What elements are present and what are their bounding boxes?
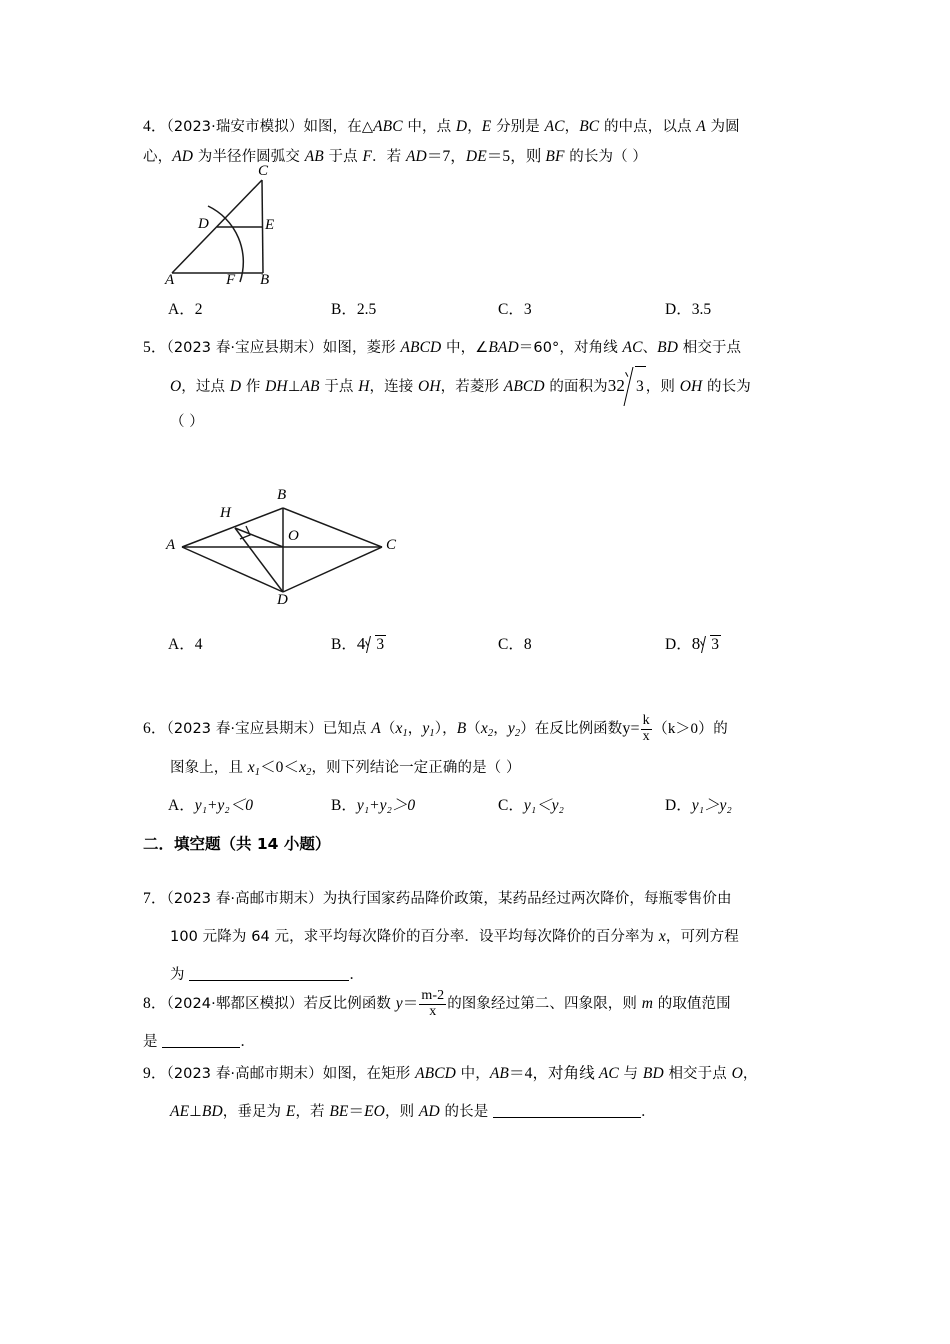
question-4: [143, 112, 811, 172]
q9-t6: AC: [598, 1065, 619, 1082]
q6-t14: 的: [713, 721, 728, 737]
q5-opt-b-coef: 4: [356, 634, 366, 653]
q5-t1: 如图，菱形: [322, 340, 401, 356]
q8-formula-fraction: [419, 989, 446, 1019]
q9-t22: AD: [418, 1103, 440, 1120]
q5-t18: H: [358, 378, 370, 395]
q9-t13: ⊥: [189, 1104, 202, 1120]
q4-t24: ＝5，则: [486, 148, 546, 165]
q4-t15: AD: [172, 148, 194, 165]
q5-opt-c-label: C．: [498, 636, 524, 653]
q4-opt-c-label: C．: [498, 301, 524, 318]
q5-t8: BD: [657, 339, 679, 356]
question-4-options: [143, 297, 843, 323]
q9-t14: BD: [201, 1103, 223, 1120]
question-7-number: 7: [143, 890, 151, 907]
q5-opt-d-coef: 8: [691, 634, 701, 653]
q6-formula-numerator: k: [642, 713, 650, 729]
figure2-label-C: C: [386, 537, 397, 553]
q5-t21: ，若菱形: [440, 379, 504, 395]
q6-t12-sub: 2: [514, 727, 521, 739]
figure2-label-A: A: [166, 537, 176, 553]
q9-t3: 中，: [455, 1066, 490, 1082]
q6-t19: ，则下列结论一定正确的是（ ）: [311, 759, 521, 776]
q8-t3: ＝: [402, 995, 419, 1012]
figure-triangle-abc-svg: [160, 168, 300, 288]
question-5-options: [143, 632, 843, 658]
q6-t15: 图象上，且: [170, 759, 248, 776]
q9-t8: BD: [642, 1065, 664, 1082]
q5-t23: 的面积为: [544, 379, 608, 395]
q4-opt-b-value: 2.5: [356, 301, 377, 318]
q6-t1: 已知点: [322, 721, 372, 737]
q5-t7: 、: [642, 340, 658, 356]
q8-formula-numerator: m-2: [421, 988, 445, 1004]
q6-t3: （: [380, 721, 396, 737]
q6-formula-condition: （k＞0）: [652, 721, 714, 737]
q4-opt-a-value: 2: [194, 301, 203, 318]
q4-t12: A: [696, 118, 706, 135]
question-9-source: （2023 春·高邮市期末）: [166, 1066, 323, 1082]
question-4-line-1: 4．（2023·瑞安市模拟）如图，在△ABC 中，点 D，E 分别是 AC，BC 的中点，以点 A 为圆: [143, 118, 740, 135]
figure1-label-F: F: [226, 272, 236, 288]
q6-formula-denominator: x: [642, 728, 650, 744]
q9-t17: ，若: [295, 1104, 330, 1120]
q4-opt-d-label: D．: [665, 301, 692, 318]
q4-t3: 中，点: [402, 119, 456, 135]
question-5-line-3: [143, 407, 811, 437]
q7-t4: ，可列方程: [665, 929, 739, 945]
question-6-line-1: 6．（2023 春·宝应县期末）已知点 $A(x_1$，$y_1$），$B(x_2$，$y_2$）在反比例函数y= $\frac{k}{x}$ （k＞0）的: [143, 713, 728, 744]
q6-opt-d-label: D．: [665, 797, 692, 814]
q7-t6: ．: [349, 967, 364, 983]
question-6-line-2: [143, 753, 811, 788]
q6-t16: x: [247, 758, 255, 776]
q5-opt-c-value: 8: [523, 636, 532, 653]
q9-t2: ABCD: [415, 1065, 456, 1082]
q4-opt-c-value: 3: [523, 301, 532, 318]
question-8-line-1: 8．（2024·郫都区模拟）若反比例函数 y＝ $\frac{m-2}{x}$ 的图象经过第二、四象限，则 m 的取值范围: [143, 988, 731, 1019]
question-4-number: 4: [143, 118, 151, 135]
q6-opt-b-value: y₁+y₂＞0: [356, 797, 416, 814]
figure1-label-B: B: [260, 272, 270, 288]
question-8-number: 8: [143, 995, 151, 1012]
q5-t13: 作: [241, 379, 266, 395]
q8-t5: m: [641, 995, 654, 1012]
q5-t14: DH: [265, 378, 288, 395]
q4-t6: E: [481, 118, 492, 135]
q5-area-radicand: 3: [635, 366, 646, 407]
q8-t7: 是: [143, 1034, 163, 1050]
q9-t24: ．: [641, 1104, 656, 1120]
q4-t22: ＝7，: [426, 148, 466, 165]
question-5-line-1: 5．（2023 春·宝应县期末）如图，菱形 ABCD 中，∠BAD＝60°，对角线 AC、BD 相交于点: [143, 339, 742, 356]
q5-t19: ，连接: [369, 379, 419, 395]
figure1-label-D: D: [198, 216, 209, 232]
q6-t7: ），: [434, 721, 457, 737]
q4-t8: AC: [544, 118, 565, 135]
q8-formula-denominator: x: [429, 1003, 437, 1019]
q4-t14: 心，: [143, 149, 173, 165]
q6-t18-sub: 2: [306, 766, 312, 778]
question-5-option-a[interactable]: [168, 632, 202, 654]
q4-t16: 为半径作圆弧交: [193, 149, 305, 165]
figure2-label-D: D: [277, 592, 288, 608]
q6-t4-sub: 1: [402, 727, 408, 739]
question-4-option-b[interactable]: [331, 297, 376, 319]
q5-t16: AB: [300, 378, 320, 395]
q4-t20: ．若: [372, 149, 406, 165]
q5-opt-a-value: 4: [194, 636, 203, 653]
question-6-option-b[interactable]: [331, 793, 415, 815]
q5-t24: ，则: [645, 379, 680, 395]
q8-t8: ．: [240, 1034, 255, 1050]
question-6-option-d[interactable]: [665, 793, 732, 815]
q6-opt-b-label: B．: [331, 797, 357, 814]
q4-t4: D: [455, 118, 468, 135]
question-6-options: [143, 793, 843, 819]
q7-t5: 为: [170, 967, 190, 983]
question-8: [143, 985, 811, 1061]
question-4-option-d[interactable]: [665, 297, 711, 319]
question-4-option-a[interactable]: [168, 297, 202, 319]
question-8-answer-blank[interactable]: [162, 1032, 240, 1048]
q5-t9: 相交于点: [678, 340, 742, 356]
q6-opt-d-value: y₁＞y₂: [691, 797, 732, 814]
q4-t17: AB: [304, 148, 324, 165]
figure2-label-B: B: [277, 487, 287, 503]
q5-t15: ⊥: [287, 379, 301, 395]
q5-opt-b-sqrt: [366, 632, 386, 654]
question-7: [143, 880, 811, 994]
q8-t1: 若反比例函数: [303, 996, 396, 1012]
q5-t22: ABCD: [503, 378, 545, 395]
section-heading-fill-in-blank: 二．填空题（共 14 小题）: [143, 835, 331, 853]
q9-t19: ＝: [348, 1103, 365, 1120]
question-5-line-2: [143, 363, 811, 407]
q4-opt-b-label: B．: [331, 301, 357, 318]
figure2-label-H: H: [220, 505, 231, 521]
q6-t4: x: [395, 720, 403, 737]
q4-t23: DE: [465, 148, 487, 165]
q4-t21: AD: [405, 148, 427, 165]
q4-t26: 的长为（ ）: [564, 149, 647, 165]
q5-t20: OH: [418, 378, 441, 395]
q6-formula-fraction: [641, 714, 652, 744]
q6-t9: （: [466, 721, 481, 737]
q6-opt-c-label: C．: [498, 797, 524, 814]
q7-t2: 100 元降为 64 元，求平均每次降价的百分率．设平均每次降价的百分率为: [170, 929, 659, 945]
q4-t25: BF: [545, 148, 565, 165]
question-8-source: （2024·郫都区模拟）: [166, 996, 304, 1012]
q9-t10: O: [731, 1065, 743, 1082]
q6-t18: x: [299, 758, 307, 776]
q9-t7: 与: [618, 1066, 643, 1082]
q6-t6: y: [422, 720, 430, 737]
figure1-label-C: C: [258, 163, 269, 179]
q4-t18: 于点: [323, 149, 363, 165]
question-9-line-1: 9．（2023 春·高邮市期末）如图，在矩形 ABCD 中，AB＝4，对角线 AC 与 BD 相交于点 O，: [143, 1065, 758, 1082]
question-9-line-2: [143, 1093, 811, 1131]
question-6-number: 6: [143, 720, 151, 737]
q8-t6: 的取值范围: [653, 996, 731, 1012]
figure-rhombus-abcd: [166, 478, 400, 613]
q6-opt-c-value: y₁＜y₂: [523, 797, 564, 814]
question-5-option-d[interactable]: [665, 632, 721, 654]
q6-t6-sub: 1: [429, 727, 435, 739]
q9-t1: 如图，在矩形: [322, 1066, 416, 1082]
question-7-source: （2023 春·高邮市期末）: [166, 891, 323, 907]
q4-t1: 如图，在△: [303, 119, 374, 135]
question-6-source: （2023 春·宝应县期末）: [166, 721, 323, 737]
q9-t5: ＝4，对角线: [509, 1065, 599, 1082]
q6-t13: ）在反比例函数: [520, 721, 623, 737]
q4-t19: F: [362, 148, 373, 165]
q5-t3: 中，∠: [441, 340, 489, 356]
q7-t3: x: [658, 928, 666, 945]
q8-t2: y: [395, 995, 403, 1012]
question-6-option-a[interactable]: [168, 793, 253, 815]
question-9-answer-blank[interactable]: [493, 1102, 641, 1118]
question-9-number: 9: [143, 1065, 151, 1082]
question-4-option-c[interactable]: [498, 297, 532, 319]
question-7-answer-blank[interactable]: [189, 965, 349, 981]
question-5-number: 5: [143, 339, 151, 356]
q9-t9: 相交于点: [663, 1066, 732, 1082]
figure2-label-O: O: [288, 528, 299, 544]
q6-opt-a-value: y₁+y₂＜0: [194, 797, 253, 814]
q5-t25: OH: [679, 378, 703, 395]
q5-opt-d-label: D．: [665, 636, 692, 653]
q4-t5: ，: [467, 119, 482, 135]
q4-opt-a-label: A．: [168, 301, 195, 318]
question-5-source: （2023 春·宝应县期末）: [166, 340, 323, 356]
q5-t4: BAD: [488, 339, 519, 356]
q9-t11: ，: [742, 1066, 758, 1082]
q5-t2: ABCD: [400, 339, 442, 356]
q4-opt-d-value: 3.5: [691, 301, 712, 318]
q5-t26: 的长为: [702, 379, 751, 395]
q6-formula-lhs: y=: [622, 720, 640, 737]
q5-area-sqrt: [626, 363, 646, 407]
question-6: [143, 710, 811, 788]
q6-t10: x: [480, 720, 488, 737]
q6-t12: y: [507, 720, 515, 737]
question-5: [143, 333, 811, 437]
q5-t17: 于点: [319, 379, 359, 395]
q5-t12: D: [229, 378, 242, 395]
q5-opt-b-label: B．: [331, 636, 357, 653]
q4-t11: 的中点，以点: [599, 119, 697, 135]
q5-opt-b-radicand: 3: [376, 636, 385, 653]
q9-t12: AE: [170, 1103, 190, 1120]
q6-opt-a-label: A．: [168, 797, 195, 814]
q6-t16-sub: 1: [254, 766, 261, 778]
q5-opt-d-sqrt: [701, 632, 721, 654]
q9-t20: EO: [364, 1103, 385, 1120]
q9-t16: E: [285, 1103, 296, 1120]
figure1-label-E: E: [265, 217, 275, 233]
q5-t5: ＝60°，对角线: [518, 340, 623, 356]
q6-t11: ，: [493, 721, 508, 737]
q7-t1: 为执行国家药品降价政策，某药品经过两次降价，每瓶零售价由: [322, 891, 732, 907]
q9-t4: AB: [489, 1065, 509, 1082]
q6-t2: A: [371, 720, 381, 737]
figure-triangle-abc: [160, 163, 300, 288]
q5-t10: O: [170, 378, 182, 395]
figure1-label-A: A: [165, 272, 175, 288]
q6-t10-sub: 2: [487, 727, 494, 739]
q4-t10: BC: [579, 118, 600, 135]
question-9: [143, 1055, 811, 1131]
q4-t7: 分别是: [491, 119, 545, 135]
q9-t21: ，则: [384, 1104, 419, 1120]
question-5-option-c[interactable]: [498, 632, 532, 654]
q9-t18: BE: [329, 1103, 349, 1120]
question-4-source: （2023·瑞安市模拟）: [166, 119, 304, 135]
q8-t4: 的图象经过第二、四象限，则: [447, 996, 642, 1012]
question-5-option-b[interactable]: [331, 632, 386, 654]
question-7-line-2: [143, 918, 811, 956]
q5-opt-d-radicand: 3: [711, 636, 719, 653]
q6-t8: B: [456, 720, 467, 737]
q4-t9: ，: [564, 119, 580, 135]
q9-t23: 的长是: [439, 1104, 493, 1120]
q5-t11: ，过点: [181, 379, 230, 395]
q5-t27: （ ）: [170, 414, 204, 430]
q9-t15: ，垂足为: [222, 1104, 286, 1120]
question-6-option-c[interactable]: [498, 793, 564, 815]
question-7-line-1: 7．（2023 春·高邮市期末）为执行国家药品降价政策，某药品经过两次降价，每瓶零售价由: [143, 890, 732, 907]
q5-opt-a-label: A．: [168, 636, 195, 653]
q6-t17: ＜0＜: [260, 758, 300, 776]
q5-t6: AC: [622, 339, 643, 356]
q5-area-coefficient: 32: [607, 376, 625, 395]
q4-t13: 为圆: [705, 119, 740, 135]
q6-t5: ，: [407, 721, 423, 737]
q4-t2: ABC: [373, 118, 403, 135]
